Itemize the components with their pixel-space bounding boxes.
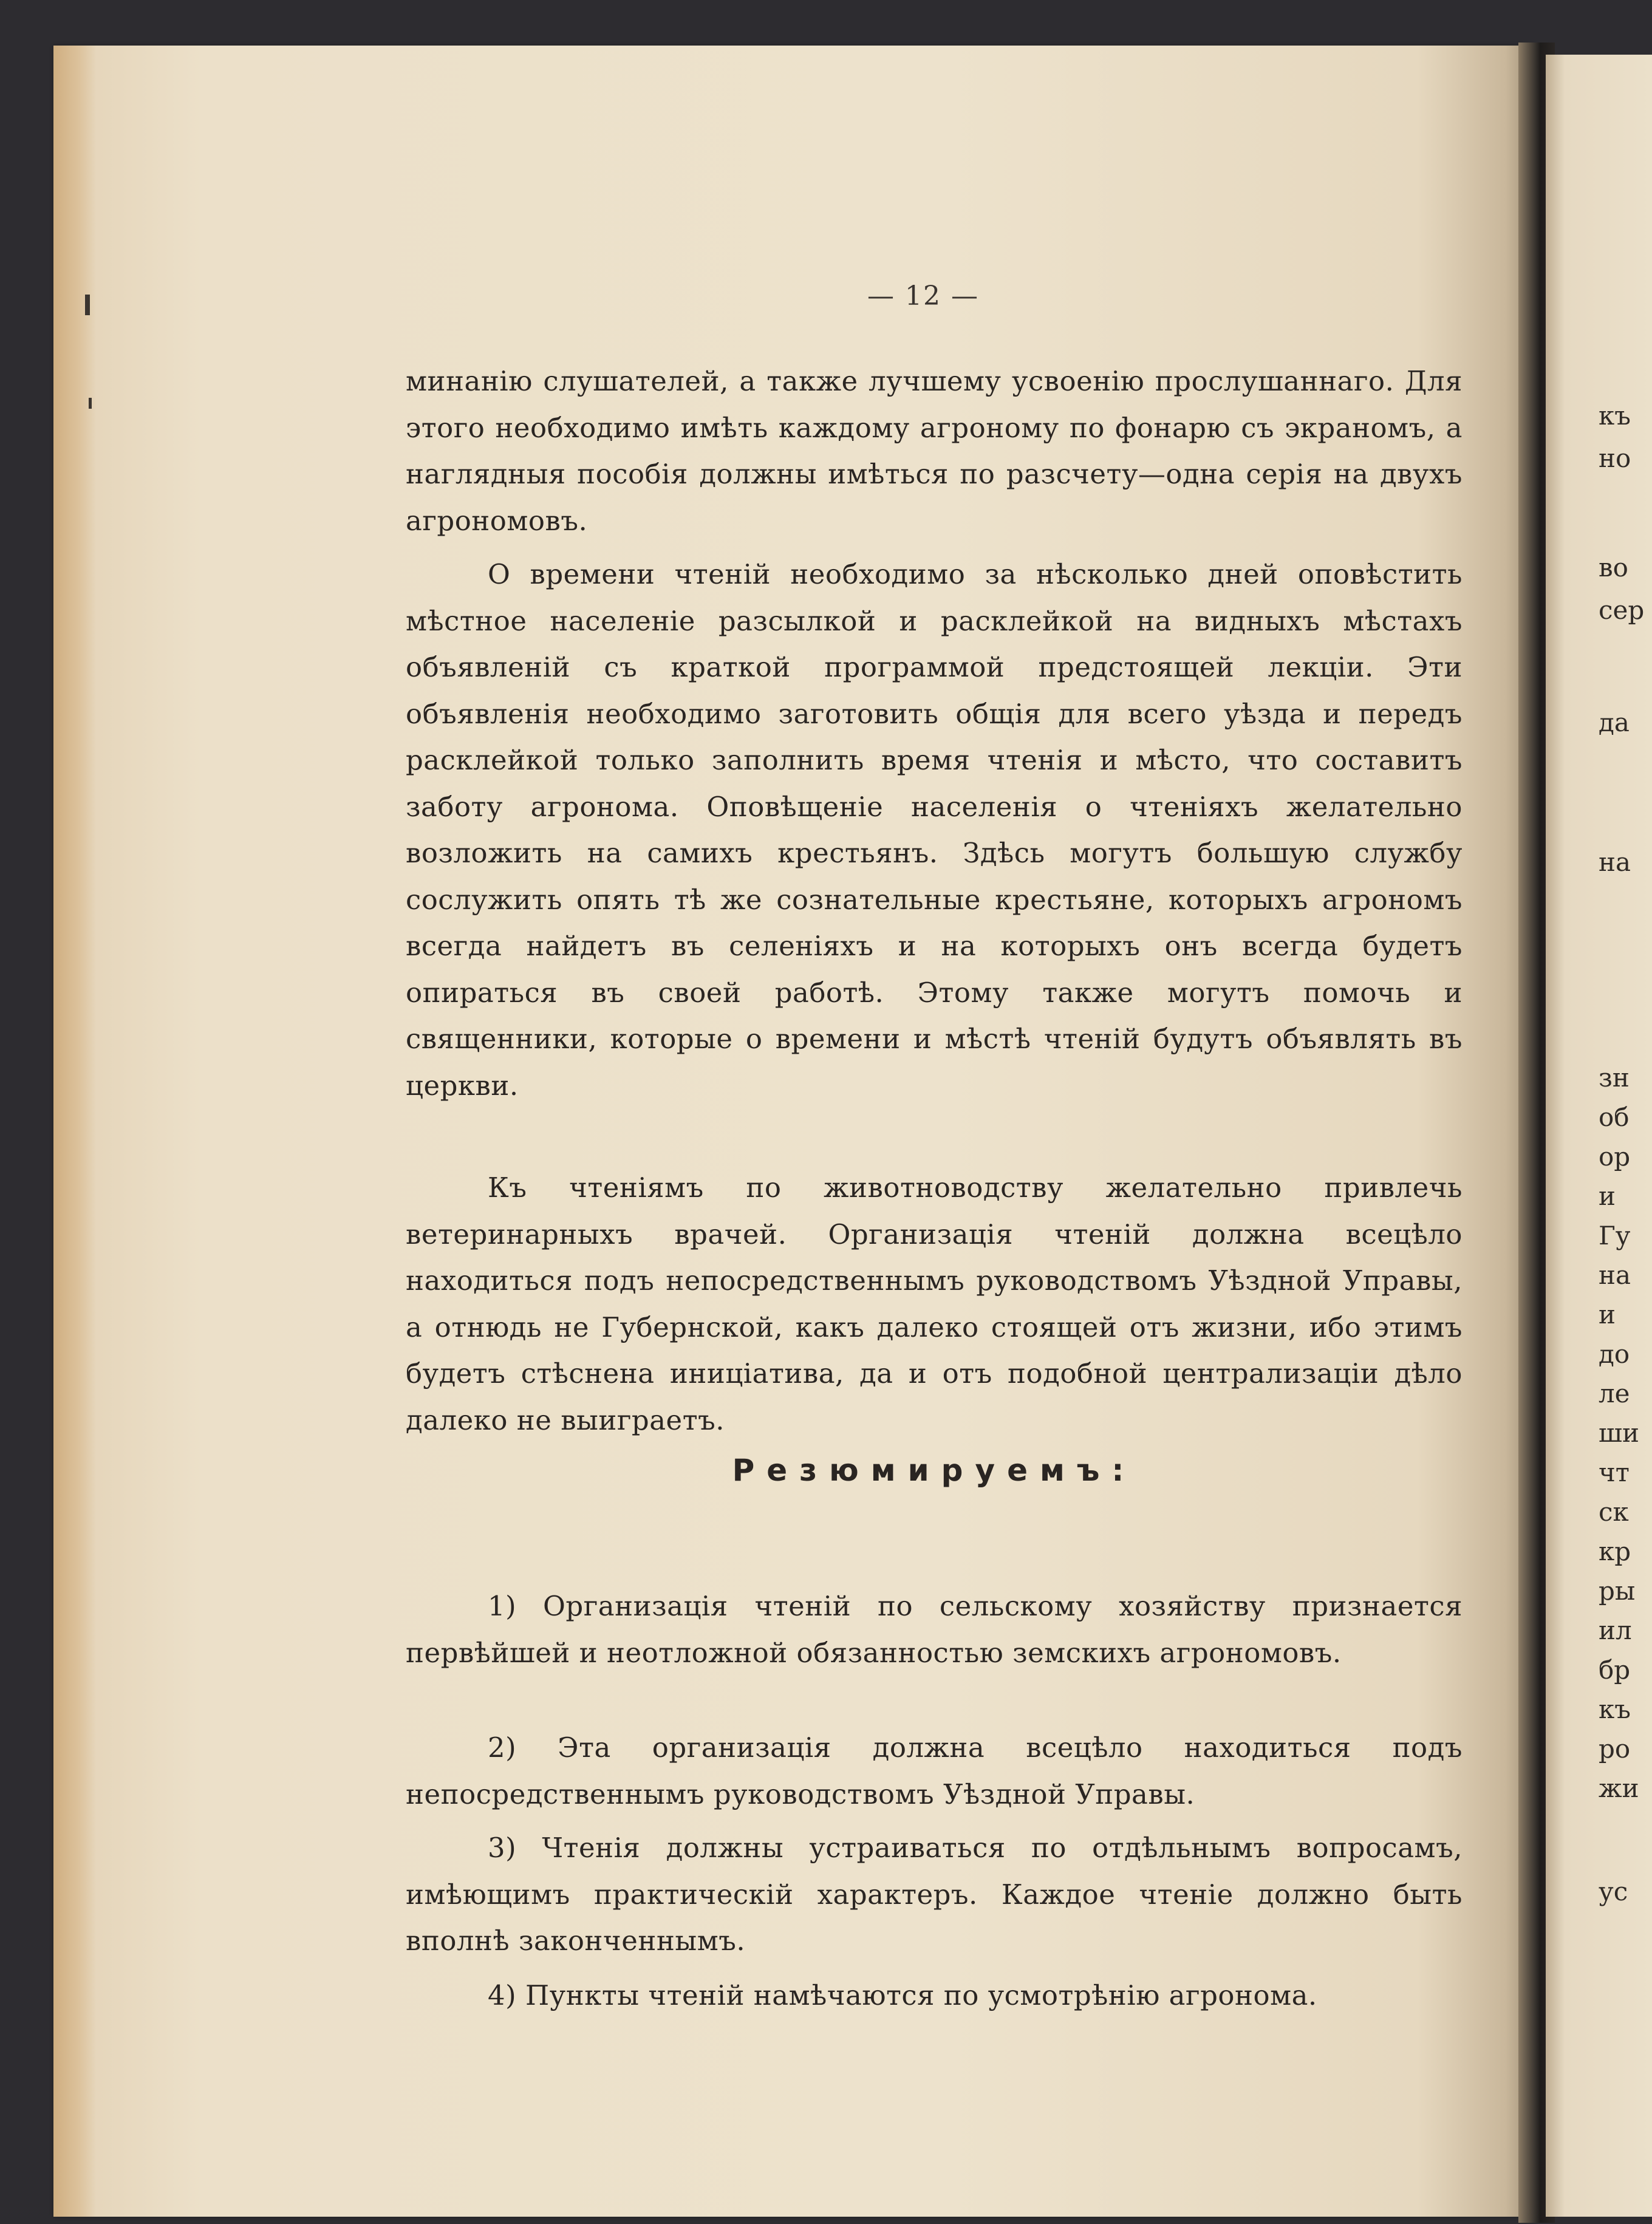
right-page-fragment: къ — [1599, 401, 1631, 431]
right-page-fragment: и — [1599, 1300, 1616, 1329]
right-page-fragment: об — [1599, 1102, 1630, 1132]
left-page-edge — [53, 46, 96, 2217]
margin-mark — [85, 295, 90, 315]
page-number: — 12 — — [867, 281, 979, 312]
right-page-fragment: на — [1599, 1260, 1631, 1290]
resume-item: 4) Пункты чтеній намѣчаются по усмотрѣнію агронома. — [488, 1979, 1317, 2011]
right-page-fragment: на — [1599, 847, 1631, 877]
margin-mark — [89, 398, 92, 409]
right-page-fragment: ск — [1599, 1497, 1629, 1527]
right-page-fragment: ил — [1599, 1615, 1632, 1645]
paragraph: Къ чтеніямъ по животноводству желательно привлечь ветеринарныхъ врачей. Организація чтеній должна всецѣло находиться подъ непосредственнымъ руководствомъ Уѣздной Управы, а отнюдь не Губернской, какъ далеко стоящей отъ жизни, ибо этимъ будетъ стѣснена иниціатива, да и отъ подобной централизаціи дѣло далеко не выиграетъ. — [406, 1172, 1463, 1436]
right-page-fragment: кр — [1599, 1537, 1631, 1566]
resume-item: 3) Чтенія должны устраиваться по отдѣльнымъ вопросамъ, имѣющимъ практическій характеръ. Каждое чтеніе должно быть вполнѣ законченнымъ. — [406, 1832, 1463, 1957]
right-page-fragment: ро — [1599, 1734, 1631, 1764]
right-page-fragment: но — [1599, 443, 1631, 473]
right-page-fragment: зн — [1599, 1063, 1630, 1093]
right-page-fragment: ле — [1599, 1379, 1630, 1408]
right-page-fragment: ры — [1599, 1576, 1636, 1606]
right-page-fragment: чт — [1599, 1458, 1630, 1487]
paragraph: О времени чтеній необходимо за нѣсколько дней оповѣстить мѣстное населеніе разсылкой и расклейкой на видныхъ мѣстахъ объявленій съ краткой программой предстоящей лекціи. Эти объявленія необходимо заготовить общія для всего уѣзда и передъ расклейкой только заполнить время чтенія и мѣсто, что составитъ заботу агронома. Оповѣщеніе населенія о чтеніяхъ желательно возложить на самихъ крестьянъ. Здѣсь могутъ большую службу сослужить опять тѣ же сознательные крестьяне, которыхъ агрономъ всегда найдетъ въ селеніяхъ и на которыхъ онъ всегда будетъ опираться въ своей работѣ. Этому также могутъ помочь и священники, которые о времени и мѣстѣ чтеній будутъ объявлять въ церкви. — [406, 558, 1463, 1102]
resume-item: 2) Эта организація должна всецѣло находиться подъ непосредственнымъ руководствомъ Уѣздной Управы. — [406, 1731, 1463, 1810]
right-page-fragment: ши — [1599, 1418, 1640, 1448]
resume-heading: Резюмируемъ: — [732, 1453, 1136, 1488]
right-page-fragment: Гу — [1599, 1221, 1631, 1250]
right-page-fragment: жи — [1599, 1773, 1639, 1803]
right-page-fragment: къ — [1599, 1694, 1631, 1724]
right-page-fragment: ор — [1599, 1142, 1631, 1172]
right-page-fragment: и — [1599, 1181, 1616, 1211]
right-page-fragment: бр — [1599, 1655, 1631, 1685]
right-page-fragment: ус — [1599, 1877, 1628, 1906]
right-page-fragment: да — [1599, 708, 1630, 737]
right-page-fragment: сер — [1599, 595, 1645, 625]
right-page-fragment: до — [1599, 1339, 1630, 1369]
paragraph: минанію слушателей, а также лучшему усвоенію прослушаннаго. Для этого необходимо имѣть каждому агроному по фонарю съ экраномъ, а наглядныя пособія должны имѣться по разсчету—одна серія на двухъ агрономовъ. — [406, 365, 1463, 537]
resume-item: 1) Организація чтеній по сельскому хозяйству признается первѣйшей и неотложной обязанностью земскихъ агрономовъ. — [406, 1590, 1463, 1669]
right-page-fragment: во — [1599, 553, 1628, 582]
